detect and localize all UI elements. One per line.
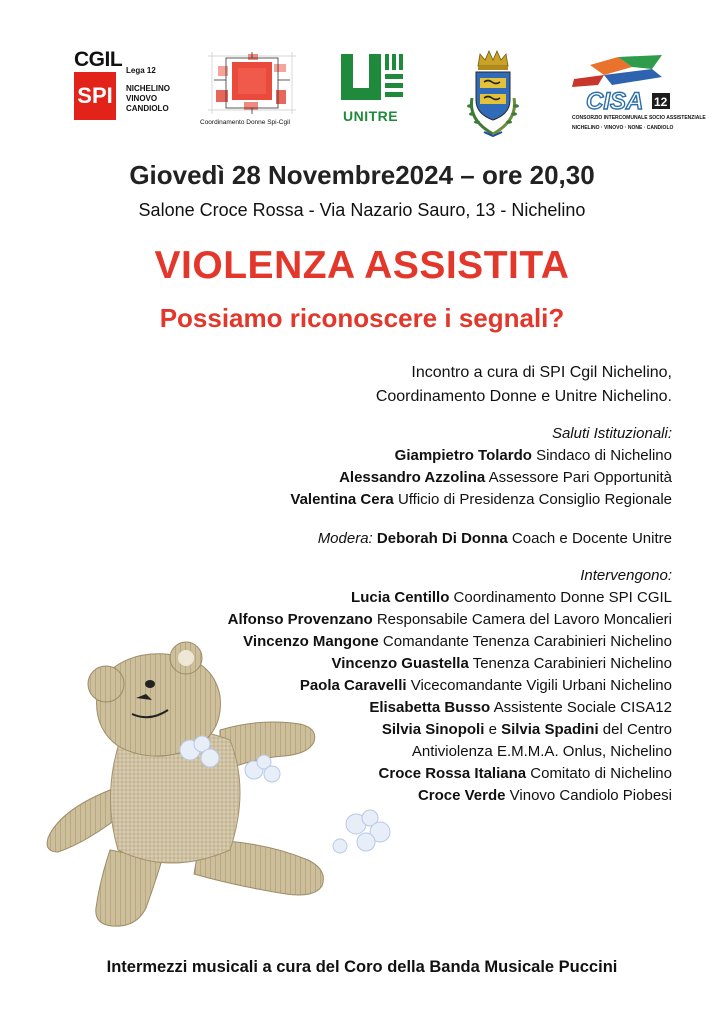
speaker-role: Coordinamento Donne SPI CGIL	[453, 589, 672, 606]
footer-music-note: Intermezzi musicali a cura del Coro della Banda Musicale Puccini	[106, 958, 618, 976]
coat-of-arms-icon	[462, 48, 524, 144]
speaker-name: Alfonso Provenzano	[227, 611, 373, 628]
coordinamento-caption: Coordinamento Donne Spi-Cgil	[200, 119, 290, 126]
place-nichelino: NICHELINO	[126, 84, 170, 93]
event-location: Salone Croce Rossa - Via Nazario Sauro, 13 - Nichelino	[138, 200, 586, 220]
saluti-item	[290, 489, 672, 511]
moderator-role: Coach e Docente Unitre	[511, 530, 672, 547]
cisa-mark-icon	[570, 55, 680, 113]
lega-places	[126, 84, 170, 114]
conjunction: e	[488, 721, 497, 738]
speaker-role: del Centro	[602, 721, 672, 738]
intro-block	[376, 361, 672, 409]
speaker-name: Croce Verde	[417, 787, 506, 804]
speaker-role: Assessore Pari Opportunità	[488, 469, 672, 486]
speaker-role: Ufficio di Presidenza Consiglio Regionale	[397, 491, 672, 508]
spi-badge: SPI	[74, 72, 116, 120]
saluti-section	[290, 423, 672, 511]
speaker-role: Responsabile Camera del Lavoro Moncalieri	[376, 611, 672, 628]
speaker-name: Elisabetta Busso	[369, 699, 491, 716]
cgil-spi-logo	[70, 48, 190, 126]
speaker-name: Vincenzo Guastella	[331, 655, 469, 672]
cisa12-logo	[570, 55, 706, 140]
interventi-item	[228, 587, 672, 609]
cisa-line1: CONSORZIO INTERCOMUNALE SOCIO ASSISTENZIALE	[572, 115, 706, 121]
saluti-item	[290, 445, 672, 467]
speaker-name: Croce Rossa Italiana	[378, 765, 527, 782]
speaker-role-continued: Antiviolenza E.M.M.A. Onlus, Nichelino	[411, 743, 672, 760]
event-date: Giovedì 28 Novembre2024 – ore 20,30	[129, 160, 595, 190]
event-subtitle: Possiamo riconoscere i segnali?	[159, 303, 565, 333]
speaker-name: Lucia Centillo	[351, 589, 450, 606]
unitre-logo	[335, 52, 415, 128]
saluti-label: Saluti Istituzionali:	[551, 425, 672, 442]
speaker-name: Paola Caravelli	[299, 677, 407, 694]
coordinamento-donne-logo	[200, 50, 315, 130]
speaker-role: Assistente Sociale CISA12	[493, 699, 672, 716]
modera-section	[318, 528, 672, 550]
intro-line-2: Coordinamento Donne e Unitre Nichelino.	[375, 388, 672, 405]
saluti-item	[290, 467, 672, 489]
moderator-name: Deborah Di Donna	[376, 530, 508, 547]
event-title: VIOLENZA ASSISTITA	[154, 244, 570, 287]
place-vinovo: VINOVO	[126, 94, 158, 103]
unitre-mark-icon	[335, 52, 415, 108]
modera-label: Modera:	[317, 530, 373, 547]
cgil-wordmark: CGIL	[74, 48, 123, 71]
speaker-name: Giampietro Tolardo	[394, 447, 532, 464]
lega-label: Lega 12	[126, 66, 156, 75]
speaker-name: Silvia Spadini	[501, 721, 599, 738]
intro-line-1: Incontro a cura di SPI Cgil Nichelino,	[411, 364, 672, 381]
speaker-name: Vincenzo Mangone	[243, 633, 379, 650]
speaker-name: Valentina Cera	[290, 491, 394, 508]
interventi-item	[228, 609, 672, 631]
speaker-role: Sindaco di Nichelino	[536, 447, 672, 464]
speaker-role: Vicecomandante Vigili Urbani Nichelino	[410, 677, 672, 694]
svg-text:12: 12	[654, 95, 668, 109]
speaker-role: Vinovo Candiolo Piobesi	[509, 787, 672, 804]
speaker-role: Comitato di Nichelino	[530, 765, 672, 782]
svg-text:CISA: CISA	[586, 88, 644, 113]
interventi-label: Intervengono:	[580, 567, 672, 584]
cisa-line2: NICHELINO · VINOVO · NONE · CANDIOLO	[572, 125, 674, 131]
speaker-name: Silvia Sinopoli	[381, 721, 485, 738]
speaker-role: Tenenza Carabinieri Nichelino	[472, 655, 672, 672]
place-candiolo: CANDIOLO	[126, 104, 169, 113]
speaker-name: Alessandro Azzolina	[339, 469, 486, 486]
torn-teddy-bear-illustration	[40, 640, 420, 940]
speaker-role: Comandante Tenenza Carabinieri Nichelino	[382, 633, 672, 650]
nichelino-coat-of-arms	[462, 48, 524, 144]
unitre-name: UNITRE	[343, 108, 399, 124]
coordinamento-mosaic-icon	[204, 50, 300, 116]
